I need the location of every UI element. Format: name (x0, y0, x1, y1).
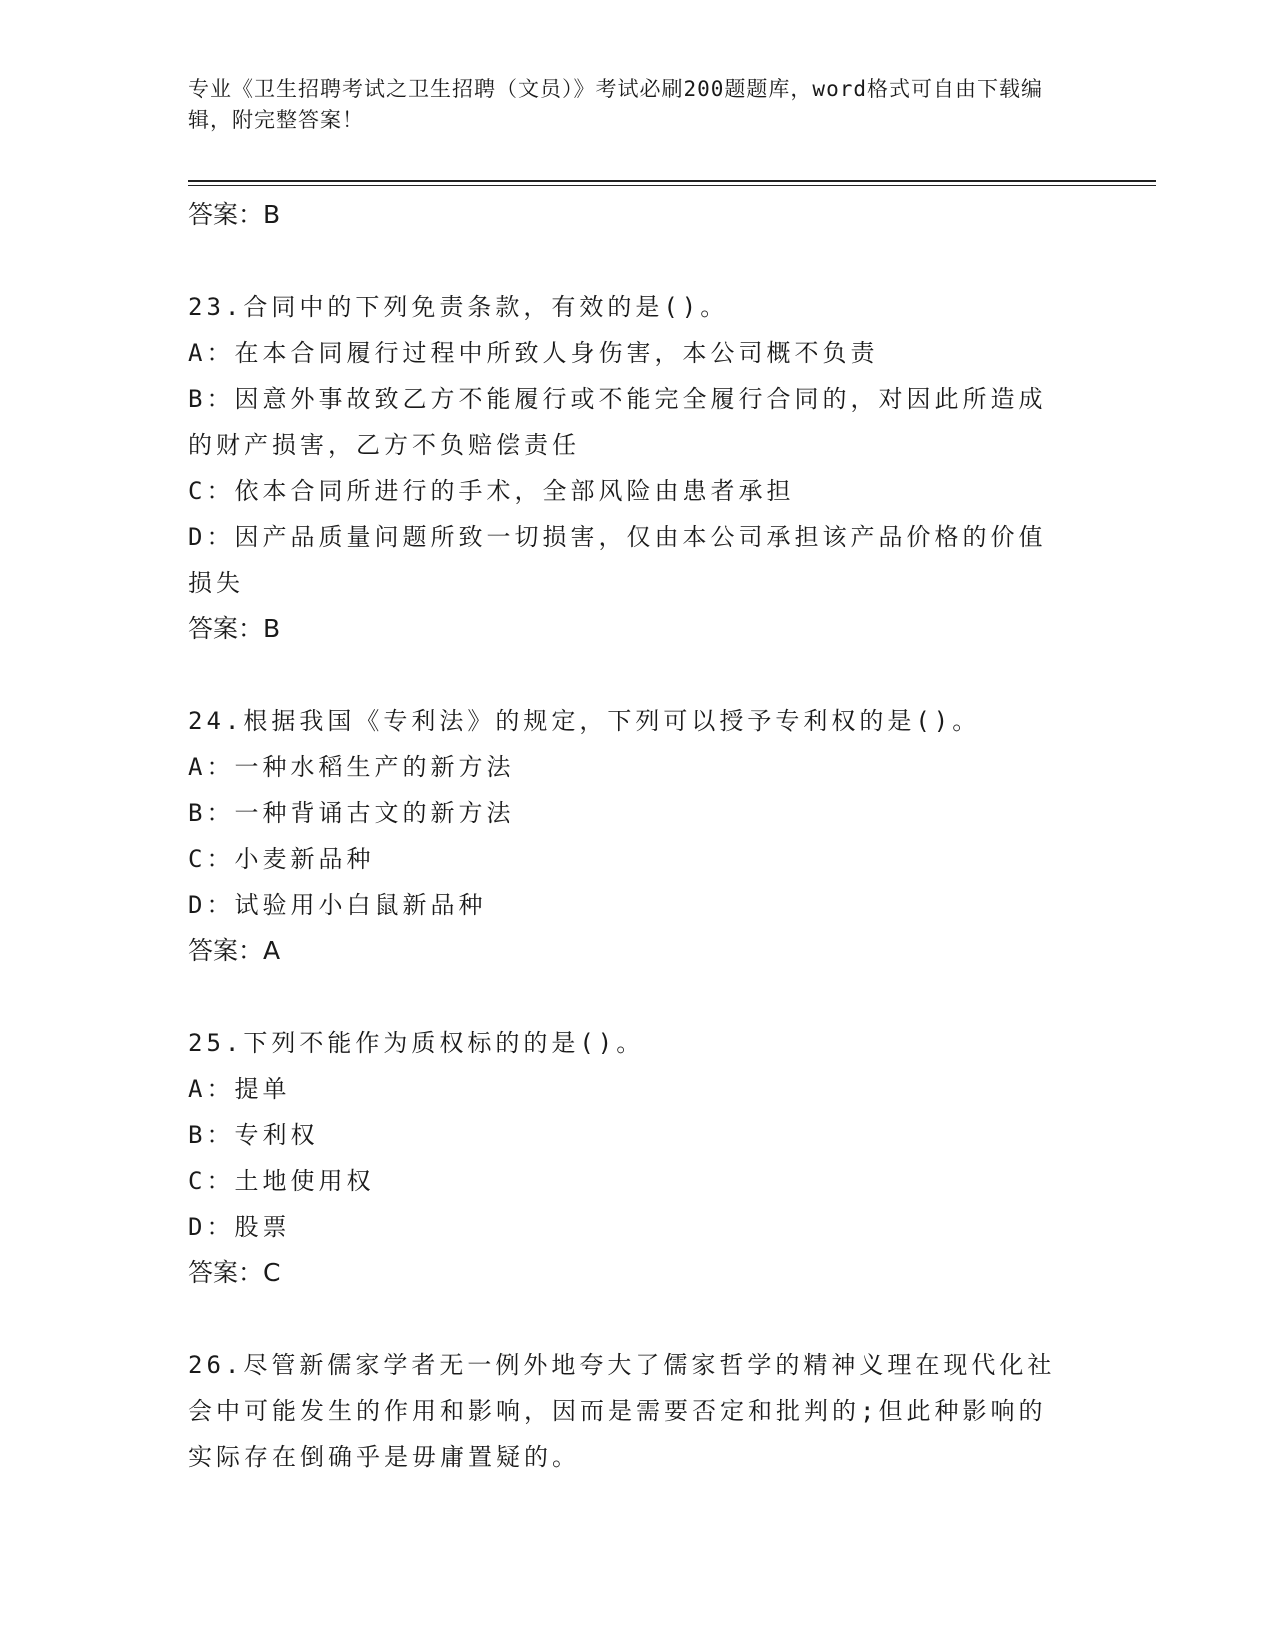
option-a: A：一种水稻生产的新方法 (188, 753, 515, 781)
option-d: D：试验用小白鼠新品种 (188, 891, 487, 919)
question-block (188, 284, 1068, 652)
question-stem: 23.合同中的下列免责条款，有效的是()。 (188, 293, 729, 321)
question-stem: 24.根据我国《专利法》的规定，下列可以授予专利权的是()。 (188, 707, 981, 735)
option-c: C：依本合同所进行的手术，全部风险由患者承担 (188, 477, 795, 505)
header-divider (188, 180, 1156, 186)
question-stem: 26.尽管新儒家学者无一例外地夸大了儒家哲学的精神义理在现代化社会中可能发生的作用和影响，因而是需要否定和批判的;但此种影响的实际存在倒确乎是毋庸置疑的。 (188, 1351, 1056, 1471)
answer-line: 答案：B (188, 200, 281, 229)
answer-line: 答案：C (188, 1258, 281, 1287)
option-b: B：专利权 (188, 1121, 319, 1149)
question-block (188, 698, 1068, 974)
option-b: B：一种背诵古文的新方法 (188, 799, 515, 827)
option-c: C：小麦新品种 (188, 845, 375, 873)
answer-line: 答案：A (188, 936, 281, 965)
option-a: A：提单 (188, 1075, 291, 1103)
option-d: D：股票 (188, 1213, 291, 1241)
option-c: C：土地使用权 (188, 1167, 375, 1195)
question-block (188, 1342, 1068, 1480)
option-a: A：在本合同履行过程中所致人身伤害，本公司概不负责 (188, 339, 879, 367)
document-header: 专业《卫生招聘考试之卫生招聘（文员）》考试必刷200题题库，word格式可自由下载编辑，附完整答案！ (188, 77, 1043, 132)
option-b: B：因意外事故致乙方不能履行或不能完全履行合同的，对因此所造成的财产损害，乙方不负赔偿责任 (188, 385, 1047, 459)
answer-line: 答案：B (188, 614, 281, 643)
document-body (188, 192, 1068, 1480)
option-d: D：因产品质量问题所致一切损害，仅由本公司承担该产品价格的价值损失 (188, 523, 1047, 597)
question-stem: 25.下列不能作为质权标的的是()。 (188, 1029, 645, 1057)
question-block (188, 1020, 1068, 1296)
